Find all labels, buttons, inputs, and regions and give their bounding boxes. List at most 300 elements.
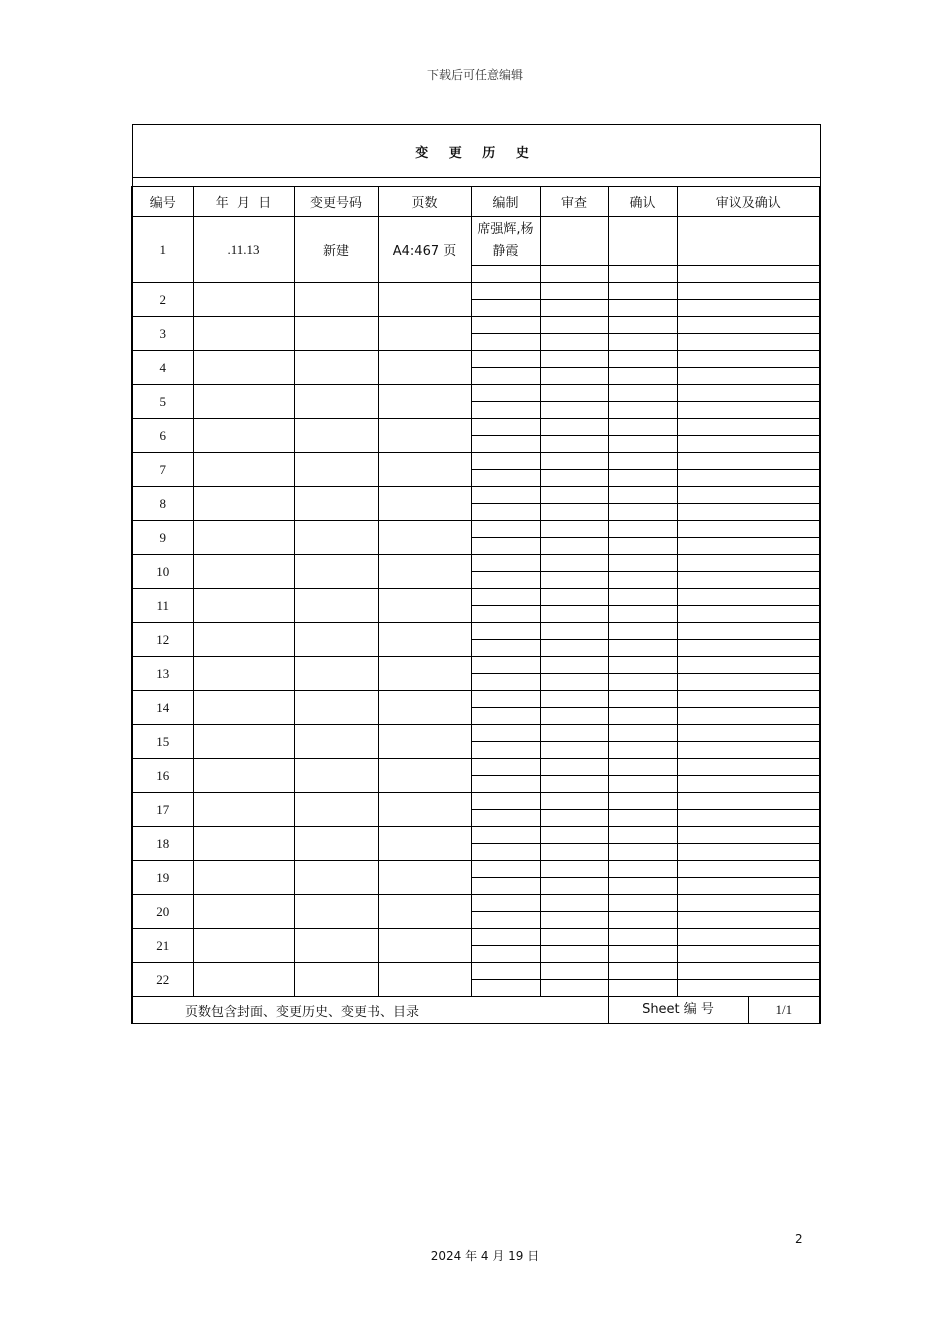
row-confirm bbox=[608, 589, 677, 606]
row-review-sub bbox=[540, 980, 608, 997]
row-approve bbox=[677, 725, 820, 742]
row-number: 14 bbox=[132, 691, 193, 725]
table-row bbox=[132, 385, 820, 402]
row-confirm bbox=[608, 861, 677, 878]
row-author-sub bbox=[471, 300, 540, 317]
row-approve bbox=[677, 555, 820, 572]
row-date bbox=[193, 895, 294, 929]
row-confirm-sub bbox=[608, 708, 677, 725]
row-confirm bbox=[608, 895, 677, 912]
row-date: .11.13 bbox=[193, 217, 294, 283]
row-author-sub bbox=[471, 878, 540, 895]
row-date bbox=[193, 623, 294, 657]
row-confirm bbox=[608, 487, 677, 504]
row-number: 5 bbox=[132, 385, 193, 419]
table-row bbox=[132, 317, 820, 334]
row-pages bbox=[378, 691, 471, 725]
row-confirm bbox=[608, 351, 677, 368]
row-approve bbox=[677, 487, 820, 504]
row-confirm-sub bbox=[608, 368, 677, 385]
row-review bbox=[540, 317, 608, 334]
row-author-sub bbox=[471, 912, 540, 929]
row-review-sub bbox=[540, 708, 608, 725]
row-confirm-sub bbox=[608, 606, 677, 623]
row-change-no bbox=[294, 419, 378, 453]
row-confirm-sub bbox=[608, 640, 677, 657]
row-change-no bbox=[294, 929, 378, 963]
table-row bbox=[132, 793, 820, 810]
row-author bbox=[471, 623, 540, 640]
row-review bbox=[540, 691, 608, 708]
table-row bbox=[132, 827, 820, 844]
change-history-table bbox=[131, 124, 821, 1024]
row-confirm-sub bbox=[608, 980, 677, 997]
row-number: 1 bbox=[132, 217, 193, 283]
row-author bbox=[471, 827, 540, 844]
table-row bbox=[132, 351, 820, 368]
col-header-change-no: 变更号码 bbox=[294, 187, 378, 217]
row-approve-sub bbox=[677, 266, 820, 283]
table-row bbox=[132, 589, 820, 606]
row-author-sub bbox=[471, 538, 540, 555]
row-review-sub bbox=[540, 470, 608, 487]
row-date bbox=[193, 657, 294, 691]
row-confirm bbox=[608, 827, 677, 844]
row-confirm bbox=[608, 725, 677, 742]
col-header-author: 编制 bbox=[471, 187, 540, 217]
row-approve-sub bbox=[677, 470, 820, 487]
row-review-sub bbox=[540, 946, 608, 963]
row-review bbox=[540, 283, 608, 300]
row-review bbox=[540, 419, 608, 436]
row-review-sub bbox=[540, 334, 608, 351]
row-pages bbox=[378, 895, 471, 929]
row-review bbox=[540, 589, 608, 606]
row-approve bbox=[677, 657, 820, 674]
table-row bbox=[132, 725, 820, 742]
row-approve-sub bbox=[677, 334, 820, 351]
row-pages bbox=[378, 351, 471, 385]
table-row bbox=[132, 453, 820, 470]
row-confirm-sub bbox=[608, 334, 677, 351]
row-author-sub bbox=[471, 674, 540, 691]
row-number: 6 bbox=[132, 419, 193, 453]
row-change-no bbox=[294, 589, 378, 623]
row-approve-sub bbox=[677, 878, 820, 895]
row-change-no bbox=[294, 657, 378, 691]
row-pages bbox=[378, 453, 471, 487]
row-author-sub bbox=[471, 946, 540, 963]
row-confirm bbox=[608, 217, 677, 266]
row-approve bbox=[677, 691, 820, 708]
row-change-no bbox=[294, 283, 378, 317]
table-row bbox=[132, 283, 820, 300]
row-approve bbox=[677, 317, 820, 334]
row-change-no bbox=[294, 827, 378, 861]
row-approve bbox=[677, 861, 820, 878]
row-review bbox=[540, 963, 608, 980]
row-author-sub bbox=[471, 844, 540, 861]
col-header-num: 编号 bbox=[132, 187, 193, 217]
row-review-sub bbox=[540, 674, 608, 691]
table-row bbox=[132, 929, 820, 946]
row-author bbox=[471, 691, 540, 708]
row-number: 20 bbox=[132, 895, 193, 929]
row-number: 4 bbox=[132, 351, 193, 385]
row-confirm-sub bbox=[608, 742, 677, 759]
row-confirm-sub bbox=[608, 504, 677, 521]
row-confirm-sub bbox=[608, 912, 677, 929]
row-date bbox=[193, 521, 294, 555]
row-pages: A4:467 页 bbox=[378, 217, 471, 283]
row-confirm-sub bbox=[608, 266, 677, 283]
row-pages bbox=[378, 827, 471, 861]
footer-note: 页数包含封面、变更历史、变更书、目录 bbox=[132, 997, 608, 1024]
row-change-no bbox=[294, 691, 378, 725]
row-number: 9 bbox=[132, 521, 193, 555]
row-number: 7 bbox=[132, 453, 193, 487]
row-number: 16 bbox=[132, 759, 193, 793]
row-review bbox=[540, 351, 608, 368]
row-pages bbox=[378, 623, 471, 657]
row-confirm bbox=[608, 793, 677, 810]
row-number: 19 bbox=[132, 861, 193, 895]
col-header-pages: 页数 bbox=[378, 187, 471, 217]
row-review-sub bbox=[540, 300, 608, 317]
row-review bbox=[540, 453, 608, 470]
row-change-no bbox=[294, 521, 378, 555]
row-approve-sub bbox=[677, 436, 820, 453]
row-author-sub bbox=[471, 776, 540, 793]
row-pages bbox=[378, 793, 471, 827]
row-date bbox=[193, 419, 294, 453]
row-author: 席强辉,杨静霞 bbox=[471, 217, 540, 266]
page-date: 2024 年 4 月 19 日 bbox=[430, 1249, 540, 1263]
row-confirm bbox=[608, 691, 677, 708]
row-review bbox=[540, 725, 608, 742]
row-author-sub bbox=[471, 606, 540, 623]
table-row bbox=[132, 657, 820, 674]
row-review-sub bbox=[540, 402, 608, 419]
row-author bbox=[471, 929, 540, 946]
row-author bbox=[471, 453, 540, 470]
row-pages bbox=[378, 963, 471, 997]
row-confirm-sub bbox=[608, 776, 677, 793]
row-author-sub bbox=[471, 334, 540, 351]
row-review-sub bbox=[540, 266, 608, 283]
row-approve bbox=[677, 419, 820, 436]
row-review bbox=[540, 657, 608, 674]
row-date bbox=[193, 725, 294, 759]
row-author bbox=[471, 759, 540, 776]
row-confirm bbox=[608, 283, 677, 300]
row-review-sub bbox=[540, 538, 608, 555]
row-confirm bbox=[608, 419, 677, 436]
row-review-sub bbox=[540, 504, 608, 521]
row-approve-sub bbox=[677, 640, 820, 657]
row-author bbox=[471, 895, 540, 912]
row-approve bbox=[677, 283, 820, 300]
row-number: 12 bbox=[132, 623, 193, 657]
title-separator bbox=[132, 178, 820, 187]
row-author bbox=[471, 317, 540, 334]
row-approve bbox=[677, 351, 820, 368]
row-author-sub bbox=[471, 640, 540, 657]
table-row bbox=[132, 759, 820, 776]
row-change-no bbox=[294, 793, 378, 827]
row-approve-sub bbox=[677, 844, 820, 861]
row-change-no bbox=[294, 555, 378, 589]
row-confirm bbox=[608, 521, 677, 538]
row-date bbox=[193, 555, 294, 589]
row-change-no bbox=[294, 725, 378, 759]
table-row bbox=[132, 217, 820, 266]
row-approve-sub bbox=[677, 708, 820, 725]
row-change-no bbox=[294, 623, 378, 657]
row-author bbox=[471, 351, 540, 368]
row-approve-sub bbox=[677, 810, 820, 827]
row-pages bbox=[378, 759, 471, 793]
row-number: 2 bbox=[132, 283, 193, 317]
row-approve-sub bbox=[677, 300, 820, 317]
table-row bbox=[132, 623, 820, 640]
row-approve bbox=[677, 217, 820, 266]
row-pages bbox=[378, 487, 471, 521]
row-date bbox=[193, 861, 294, 895]
row-approve-sub bbox=[677, 572, 820, 589]
table-row bbox=[132, 861, 820, 878]
sheet-label: Sheet 编 号 bbox=[609, 997, 749, 1023]
row-author bbox=[471, 521, 540, 538]
row-author-sub bbox=[471, 436, 540, 453]
row-approve bbox=[677, 385, 820, 402]
row-change-no bbox=[294, 317, 378, 351]
row-number: 3 bbox=[132, 317, 193, 351]
table-row bbox=[132, 487, 820, 504]
row-review-sub bbox=[540, 878, 608, 895]
row-review-sub bbox=[540, 776, 608, 793]
row-author bbox=[471, 385, 540, 402]
header-note: 下载后可任意编辑 bbox=[426, 68, 523, 82]
row-approve-sub bbox=[677, 980, 820, 997]
row-date bbox=[193, 453, 294, 487]
row-confirm-sub bbox=[608, 878, 677, 895]
row-review bbox=[540, 385, 608, 402]
row-author bbox=[471, 419, 540, 436]
row-change-no bbox=[294, 351, 378, 385]
row-number: 18 bbox=[132, 827, 193, 861]
row-confirm bbox=[608, 929, 677, 946]
row-review-sub bbox=[540, 742, 608, 759]
table-row bbox=[132, 963, 820, 980]
row-author-sub bbox=[471, 708, 540, 725]
row-author bbox=[471, 487, 540, 504]
row-author bbox=[471, 555, 540, 572]
row-number: 22 bbox=[132, 963, 193, 997]
row-confirm bbox=[608, 759, 677, 776]
row-author-sub bbox=[471, 980, 540, 997]
row-review bbox=[540, 623, 608, 640]
row-author bbox=[471, 793, 540, 810]
row-review bbox=[540, 793, 608, 810]
row-date bbox=[193, 793, 294, 827]
row-author-sub bbox=[471, 368, 540, 385]
row-review-sub bbox=[540, 844, 608, 861]
row-confirm-sub bbox=[608, 436, 677, 453]
column-header-row bbox=[132, 187, 820, 217]
footer-row bbox=[132, 997, 820, 1024]
row-date bbox=[193, 351, 294, 385]
row-approve-sub bbox=[677, 912, 820, 929]
row-author-sub bbox=[471, 266, 540, 283]
row-approve-sub bbox=[677, 368, 820, 385]
row-confirm bbox=[608, 317, 677, 334]
row-pages bbox=[378, 725, 471, 759]
row-change-no: 新建 bbox=[294, 217, 378, 283]
row-change-no bbox=[294, 385, 378, 419]
row-change-no bbox=[294, 453, 378, 487]
table-row bbox=[132, 895, 820, 912]
row-date bbox=[193, 589, 294, 623]
row-review bbox=[540, 929, 608, 946]
row-number: 11 bbox=[132, 589, 193, 623]
row-author-sub bbox=[471, 742, 540, 759]
row-approve-sub bbox=[677, 606, 820, 623]
row-change-no bbox=[294, 487, 378, 521]
row-author-sub bbox=[471, 504, 540, 521]
row-confirm bbox=[608, 555, 677, 572]
row-approve bbox=[677, 759, 820, 776]
row-approve-sub bbox=[677, 504, 820, 521]
row-author bbox=[471, 589, 540, 606]
row-number: 17 bbox=[132, 793, 193, 827]
row-approve-sub bbox=[677, 742, 820, 759]
row-confirm-sub bbox=[608, 402, 677, 419]
row-review-sub bbox=[540, 436, 608, 453]
row-pages bbox=[378, 555, 471, 589]
row-review bbox=[540, 521, 608, 538]
row-author-sub bbox=[471, 810, 540, 827]
row-review-sub bbox=[540, 606, 608, 623]
row-review-sub bbox=[540, 912, 608, 929]
row-confirm bbox=[608, 453, 677, 470]
row-pages bbox=[378, 317, 471, 351]
row-review-sub bbox=[540, 810, 608, 827]
row-confirm bbox=[608, 623, 677, 640]
row-date bbox=[193, 827, 294, 861]
row-number: 15 bbox=[132, 725, 193, 759]
page-title: 变 更 历 史 bbox=[132, 125, 820, 178]
row-review-sub bbox=[540, 572, 608, 589]
row-date bbox=[193, 283, 294, 317]
row-number: 21 bbox=[132, 929, 193, 963]
row-date bbox=[193, 759, 294, 793]
row-approve-sub bbox=[677, 402, 820, 419]
row-pages bbox=[378, 589, 471, 623]
row-pages bbox=[378, 929, 471, 963]
row-pages bbox=[378, 283, 471, 317]
row-approve bbox=[677, 521, 820, 538]
row-review bbox=[540, 555, 608, 572]
row-change-no bbox=[294, 963, 378, 997]
row-approve bbox=[677, 827, 820, 844]
row-approve bbox=[677, 929, 820, 946]
table-row bbox=[132, 521, 820, 538]
row-author-sub bbox=[471, 402, 540, 419]
row-confirm-sub bbox=[608, 844, 677, 861]
row-confirm bbox=[608, 963, 677, 980]
row-approve bbox=[677, 895, 820, 912]
row-number: 8 bbox=[132, 487, 193, 521]
row-approve bbox=[677, 963, 820, 980]
row-confirm-sub bbox=[608, 538, 677, 555]
row-review bbox=[540, 861, 608, 878]
row-approve-sub bbox=[677, 776, 820, 793]
row-number: 13 bbox=[132, 657, 193, 691]
row-review-sub bbox=[540, 368, 608, 385]
row-confirm bbox=[608, 657, 677, 674]
row-confirm-sub bbox=[608, 572, 677, 589]
row-review bbox=[540, 487, 608, 504]
col-header-date: 年 月 日 bbox=[193, 187, 294, 217]
row-confirm-sub bbox=[608, 810, 677, 827]
row-date bbox=[193, 963, 294, 997]
row-review-sub bbox=[540, 640, 608, 657]
row-author bbox=[471, 725, 540, 742]
table-row bbox=[132, 691, 820, 708]
row-review bbox=[540, 827, 608, 844]
row-confirm-sub bbox=[608, 470, 677, 487]
row-pages bbox=[378, 657, 471, 691]
sheet-value: 1/1 bbox=[775, 1002, 793, 1017]
row-pages bbox=[378, 385, 471, 419]
row-pages bbox=[378, 521, 471, 555]
row-date bbox=[193, 317, 294, 351]
page-number: 2 bbox=[795, 1232, 803, 1246]
row-review bbox=[540, 895, 608, 912]
row-date bbox=[193, 691, 294, 725]
row-change-no bbox=[294, 759, 378, 793]
table-row bbox=[132, 555, 820, 572]
table-row bbox=[132, 419, 820, 436]
change-history-form bbox=[131, 124, 819, 1024]
row-confirm-sub bbox=[608, 946, 677, 963]
row-approve bbox=[677, 793, 820, 810]
row-approve bbox=[677, 589, 820, 606]
row-confirm bbox=[608, 385, 677, 402]
row-author bbox=[471, 963, 540, 980]
row-confirm-sub bbox=[608, 674, 677, 691]
row-review bbox=[540, 759, 608, 776]
row-review bbox=[540, 217, 608, 266]
row-date bbox=[193, 385, 294, 419]
row-author bbox=[471, 657, 540, 674]
row-approve bbox=[677, 453, 820, 470]
row-approve bbox=[677, 623, 820, 640]
row-pages bbox=[378, 419, 471, 453]
row-date bbox=[193, 487, 294, 521]
row-author-sub bbox=[471, 470, 540, 487]
row-change-no bbox=[294, 895, 378, 929]
row-approve-sub bbox=[677, 674, 820, 691]
col-header-review: 审查 bbox=[540, 187, 608, 217]
row-author bbox=[471, 283, 540, 300]
row-change-no bbox=[294, 861, 378, 895]
row-author bbox=[471, 861, 540, 878]
row-approve-sub bbox=[677, 538, 820, 555]
col-header-confirm: 确认 bbox=[608, 187, 677, 217]
row-date bbox=[193, 929, 294, 963]
